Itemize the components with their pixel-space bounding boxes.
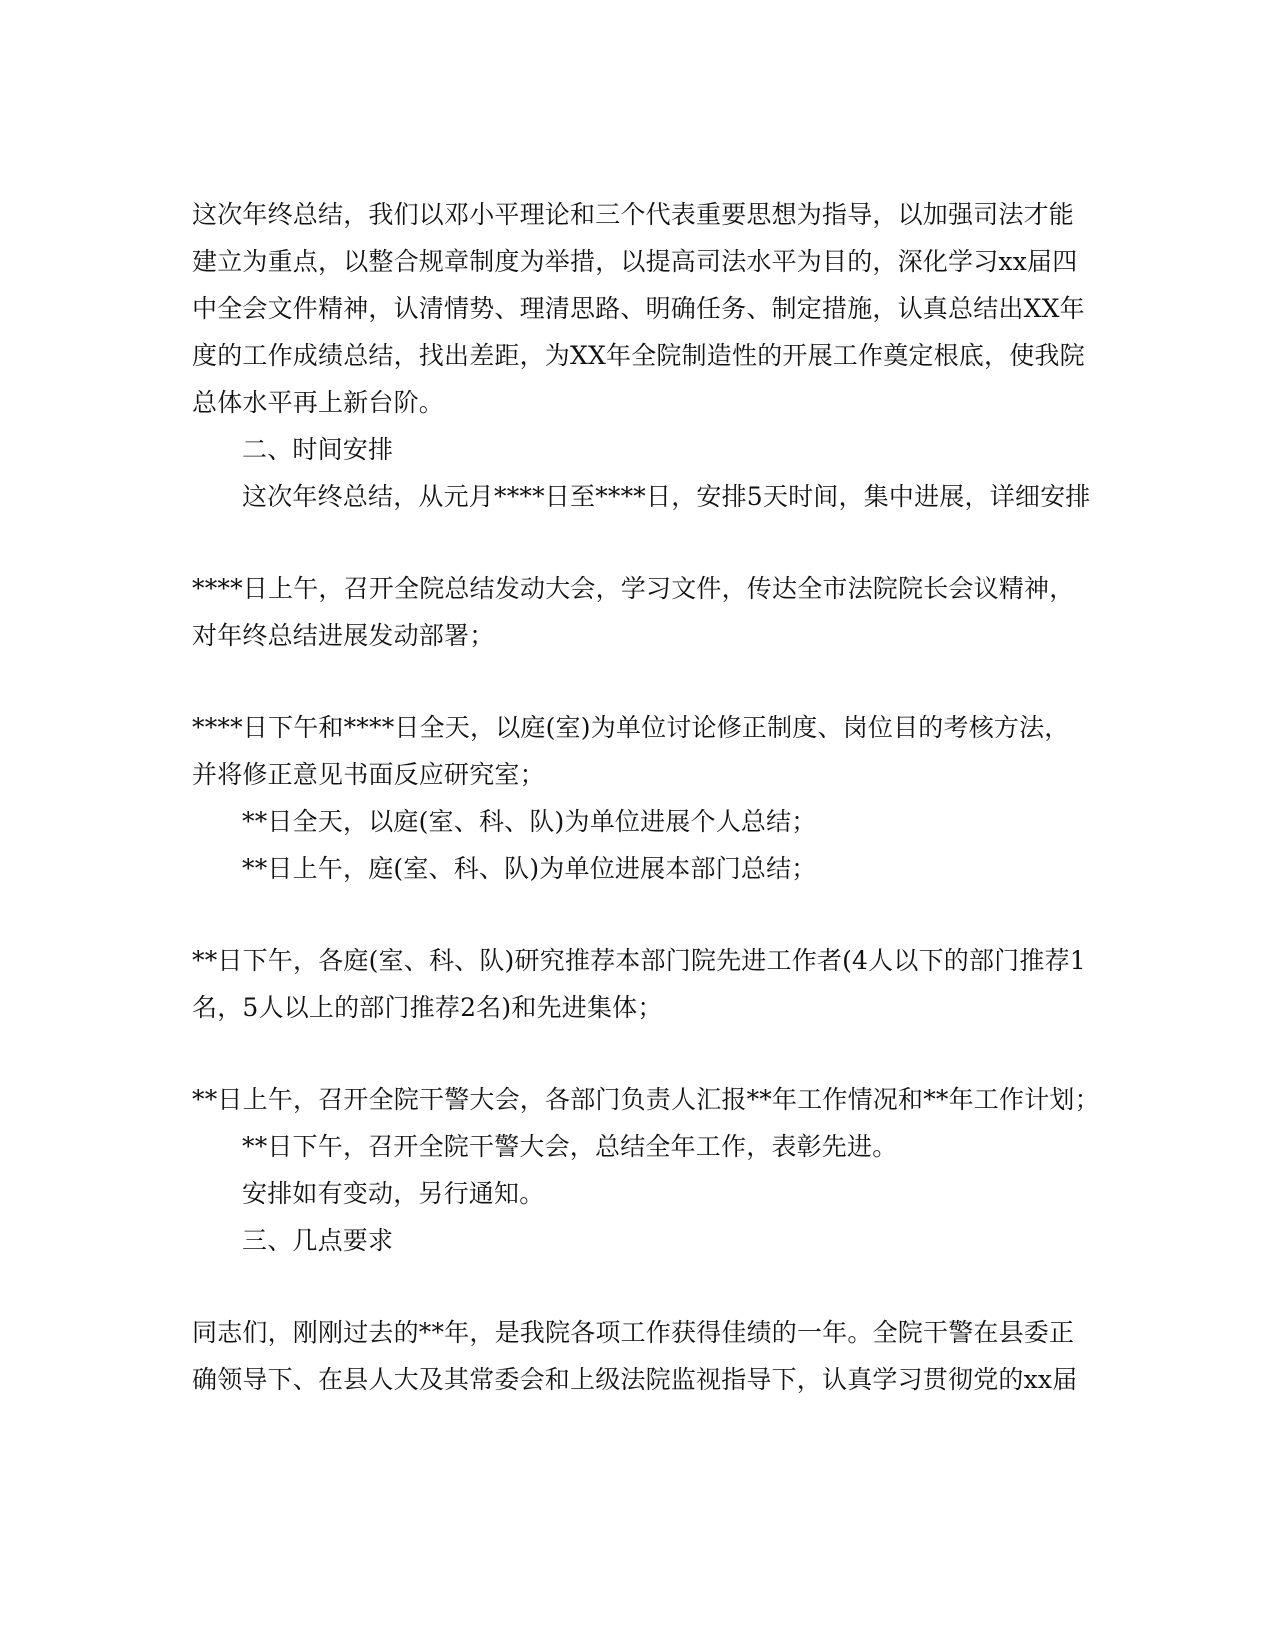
- schedule-item-line: **日下午，召开全院干警大会，总结全年工作，表彰先进。: [242, 1132, 898, 1161]
- schedule-item-line: 对年终总结进展发动部署；: [192, 621, 495, 650]
- schedule-item-line: **日上午，召开全院干警大会，各部门负责人汇报**年工作情况和**年工作计划；: [192, 1085, 1100, 1114]
- schedule-item-line: **日全天，以庭(室、科、队)为单位进展个人总结；: [242, 807, 817, 836]
- schedule-item-line: ****日下午和****日全天，以庭(室)为单位讨论修正制度、岗位目的考核方法，: [192, 713, 1070, 742]
- paragraph-line: 中全会文件精神，认清情势、理清思路、明确任务、制定措施，认真总结出XX年: [192, 294, 1085, 323]
- section-heading: 三、几点要求: [242, 1226, 394, 1255]
- schedule-item-line: 并将修正意见书面反应研究室；: [192, 760, 545, 789]
- paragraph-line: 同志们，刚刚过去的**年，是我院各项工作获得佳绩的一年。全院干警在县委正: [192, 1318, 1075, 1347]
- schedule-item-line: ****日上午，召开全院总结发动大会，学习文件，传达全市法院院长会议精神，: [192, 574, 1075, 603]
- schedule-item-line: **日上午，庭(室、科、队)为单位进展本部门总结；: [242, 854, 817, 883]
- paragraph-line: 这次年终总结，从元月****日至****日，安排5天时间，集中进展，详细安排: [242, 482, 1091, 511]
- paragraph-line: 安排如有变动，另行通知。: [242, 1179, 545, 1208]
- section-heading: 二、时间安排: [242, 435, 394, 464]
- paragraph-line: 确领导下、在县人大及其常委会和上级法院监视指导下，认真学习贯彻党的xx届: [192, 1365, 1078, 1394]
- paragraph-line: 建立为重点，以整合规章制度为举措，以提高司法水平为目的，深化学习xx届四: [192, 247, 1078, 276]
- paragraph-line: 总体水平再上新台阶。: [192, 388, 445, 417]
- paragraph-line: 这次年终总结，我们以邓小平理论和三个代表重要思想为指导，以加强司法才能: [192, 200, 1075, 229]
- schedule-item-line: 名，5人以上的部门推荐2名)和先进集体；: [192, 993, 663, 1022]
- schedule-item-line: **日下午，各庭(室、科、队)研究推荐本部门院先进工作者(4人以下的部门推荐1: [192, 946, 1086, 975]
- paragraph-line: 度的工作成绩总结，找出差距，为XX年全院制造性的开展工作奠定根底，使我院: [192, 341, 1085, 370]
